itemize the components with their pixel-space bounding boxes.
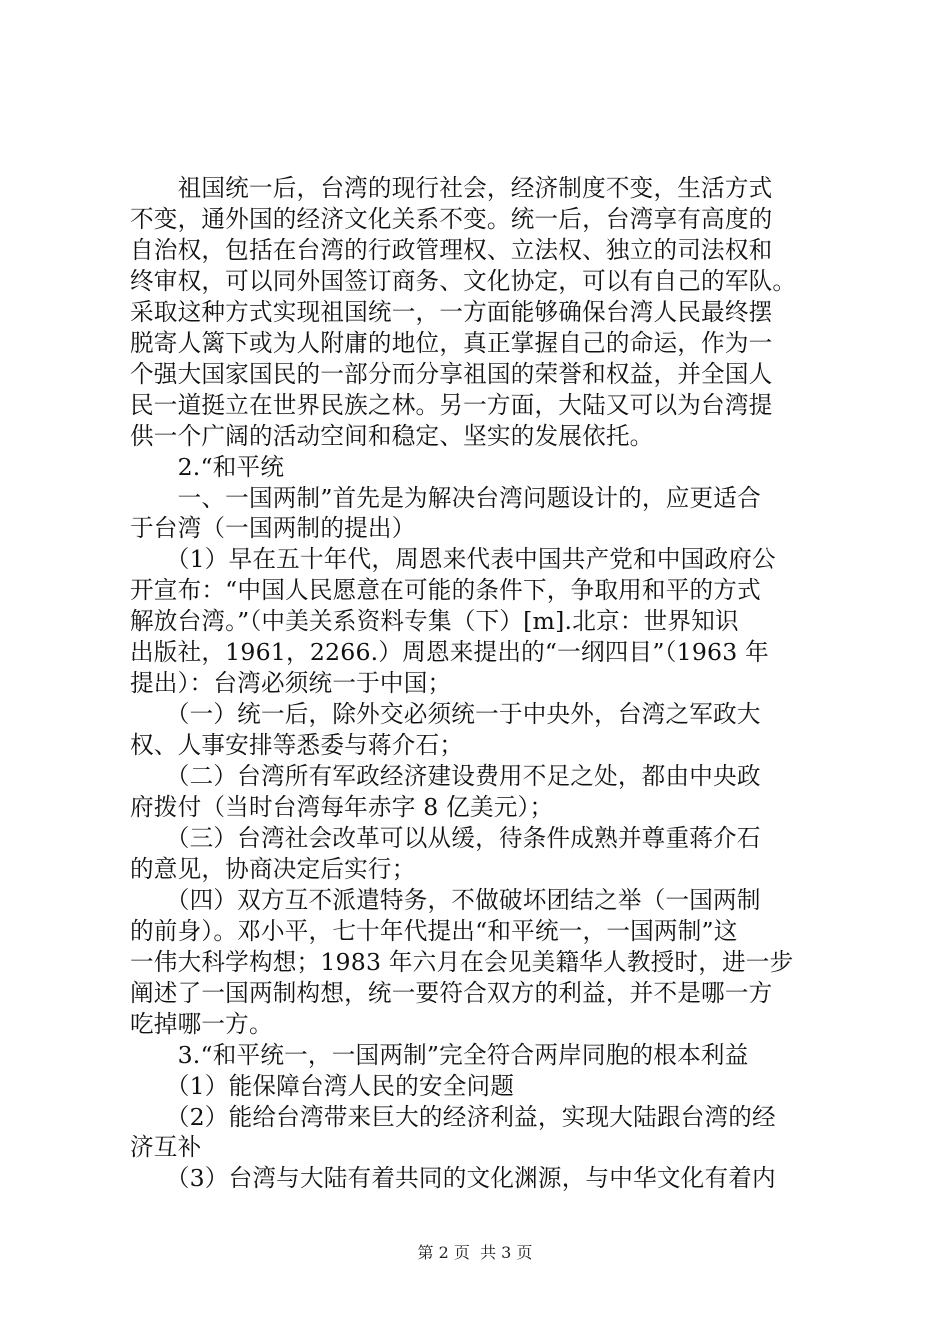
text-line: 采取这种方式实现祖国统一，一方面能够确保台湾人民最终摆 [130,297,773,326]
body-text [130,172,838,1192]
text-line: 不变，通外国的经济文化关系不变。统一后，台湾享有高度的 [130,204,773,233]
text-line: 一伟大科学构想；1983 年六月在会见美籍华人教授时，进一步 [130,947,794,976]
text-line: 脱寄人篱下或为人附庸的地位，真正掌握自己的命运，作为一 [130,328,773,357]
text-line: 供一个广阔的活动空间和稳定、坚实的发展依托。 [130,421,654,450]
text-line: 的前身）。邓小平，七十年代提出“和平统一，一国两制”这 [130,916,738,945]
text-line: 一、一国两制”首先是为解决台湾问题设计的，应更适合 [130,483,761,512]
text-line: 个强大国家国民的一部分而分享祖国的荣誉和权益，并全国人 [130,359,773,388]
text-line: 解放台湾。”（中美关系资料专集（下）[m].北京：世界知识 [130,607,739,636]
text-line: 府拨付（当时台湾每年赤字 8 亿美元）； [130,793,554,821]
text-line: （二）台湾所有军政经济建设费用不足之处，都由中央政 [130,762,761,791]
text-line: 吃掉哪一方。 [130,1009,273,1038]
text-line: （3）台湾与大陆有着共同的文化渊源，与中华文化有着内 [130,1164,776,1193]
text-line: （一）统一后，除外交必须统一于中央外，台湾之军政大 [130,700,761,729]
text-line: （三）台湾社会改革可以从缓，待条件成熟并尊重蒋介石 [130,823,761,852]
text-line: 于台湾（一国两制的提出） [130,514,416,543]
text-line: 提出）：台湾必须统一于中国； [130,669,452,698]
text-line: 阐述了一国两制构想，统一要符合双方的利益，并不是哪一方 [130,978,773,1007]
text-line: （1）早在五十年代，周恩来代表中国共产党和中国政府公 [130,545,776,574]
text-line: 2.“和平统 [130,452,285,481]
text-line: 3.“和平统一，一国两制”完全符合两岸同胞的根本利益 [130,1040,749,1069]
text-line: 出版社，1961，2266.）周恩来提出的“一纲四目”（1963 年 [130,638,769,667]
text-line: 民一道挺立在世界民族之林。另一方面，大陆又可以为台湾提 [130,390,773,419]
text-line: 终审权，可以同外国签订商务、文化协定，可以有自己的军队。 [130,266,797,295]
text-line: 自治权，包括在台湾的行政管理权、立法权、独立的司法权和 [130,235,773,264]
text-line: 的意见，协商决定后实行； [130,854,416,883]
page-footer: 第 2 页 共 3 页 [417,1243,533,1262]
text-line: 开宣布：“中国人民愿意在可能的条件下，争取用和平的方式 [130,576,761,605]
text-line: （2）能给台湾带来巨大的经济利益，实现大陆跟台湾的经 [130,1102,776,1131]
text-line: 权、人事安排等悉委与蒋介石； [130,731,464,760]
text-line: 祖国统一后，台湾的现行社会，经济制度不变，生活方式 [130,174,773,202]
text-line: （1）能保障台湾人民的安全问题 [130,1071,515,1100]
text-line: （四）双方互不派遣特务，不做破坏团结之举（一国两制 [130,885,761,914]
text-line: 济互补 [130,1133,202,1162]
